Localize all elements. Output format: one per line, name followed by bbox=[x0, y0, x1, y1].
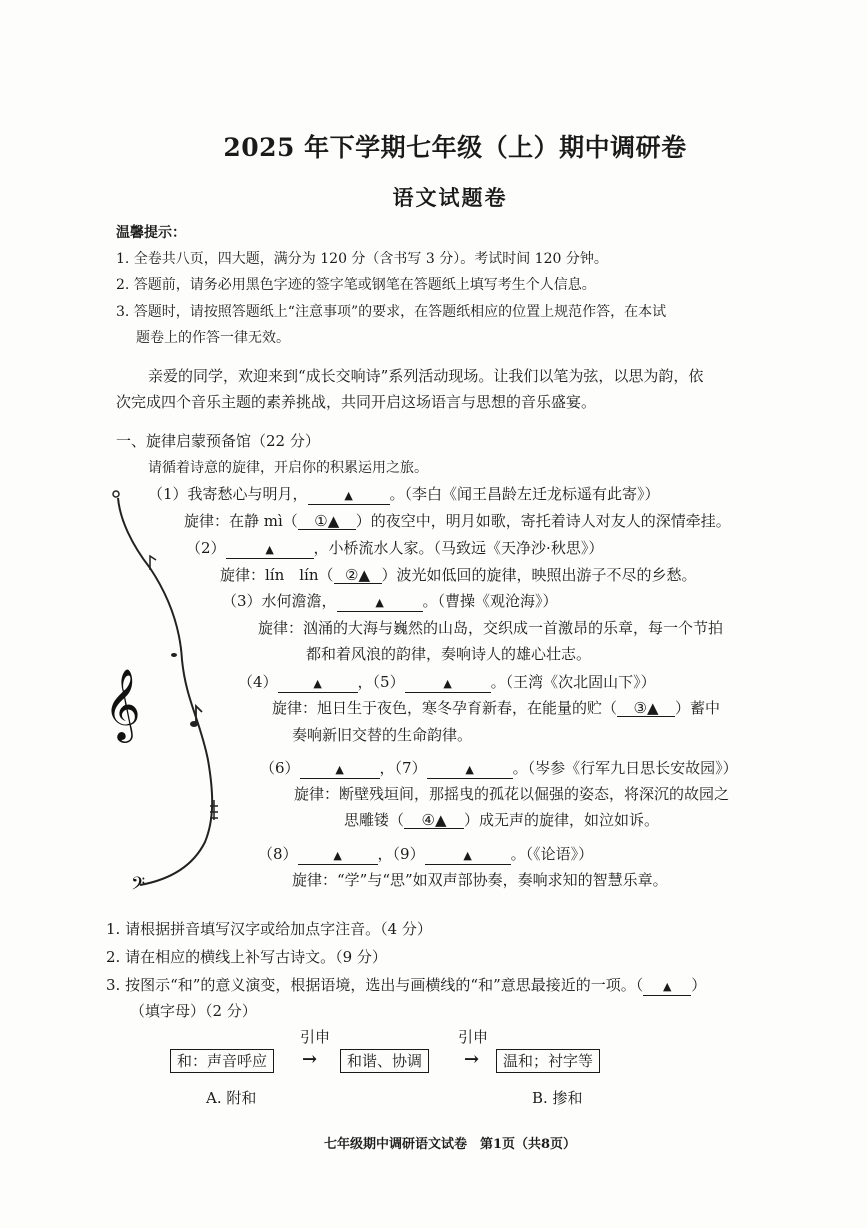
melody-line-6-7b: 思雕镂（ ④▲ ）成无声的旋律，如泣如诉。 bbox=[344, 811, 660, 829]
page-title: 2025 年下学期七年级（上）期中调研卷 bbox=[223, 133, 687, 162]
arrow-right-icon: → bbox=[302, 1049, 318, 1070]
section-1-heading: 一、旋律启蒙预备馆（22 分） bbox=[116, 432, 320, 450]
intro-line-1: 亲爱的同学，欢迎来到“成长交响诗”系列活动现场。让我们以笔为弦，以思为韵，依 bbox=[148, 367, 704, 385]
answer-blank-7[interactable]: ▲ bbox=[427, 760, 513, 779]
pinyin-blank-4[interactable]: ④▲ bbox=[404, 812, 464, 829]
option-b[interactable]: B. 掺和 bbox=[532, 1089, 583, 1107]
intro-line-2: 次完成四个音乐主题的素养挑战，共同开启这场语言与思想的音乐盛宴。 bbox=[116, 393, 597, 411]
option-a[interactable]: A. 附和 bbox=[206, 1089, 257, 1107]
answer-blank-5[interactable]: ▲ bbox=[405, 674, 491, 693]
tip-item-1: 1. 全卷共八页，四大题，满分为 120 分（含书写 3 分）。考试时间 120 分钟。 bbox=[116, 251, 608, 267]
tips-heading: 温馨提示： bbox=[116, 225, 186, 241]
diagram-label-extend-1: 引申 bbox=[300, 1028, 331, 1046]
bass-clef-icon: 𝄢 bbox=[131, 874, 146, 899]
answer-blank-2[interactable]: ▲ bbox=[226, 540, 314, 559]
answer-blank-4[interactable]: ▲ bbox=[278, 674, 358, 693]
pinyin-blank-3[interactable]: ③▲ bbox=[617, 700, 675, 717]
melody-line-3a: 旋律：汹涌的大海与巍然的山岛，交织成一首激昂的乐章，每一个节拍 bbox=[258, 619, 724, 637]
melody-line-1: 旋律：在静 mì（ ①▲ ）的夜空中，明月如歌，寄托着诗人对友人的深情牵挂。 bbox=[184, 512, 731, 530]
poem-line-8-9: （8） ▲ ，（9） ▲ 。（《论语》） bbox=[258, 845, 594, 863]
poem-line-6-7: （6） ▲ ，（7） ▲ 。（岑参《行军九日思长安故园》） bbox=[260, 759, 738, 777]
melody-line-4-5b: 奏响新旧交替的生命韵律。 bbox=[292, 726, 473, 744]
diagram-box-harmony: 和谐、协调 bbox=[340, 1049, 429, 1073]
melody-line-8-9: 旋律：“学”与“思”如双声部协奏，奏响求知的智慧乐章。 bbox=[292, 871, 668, 889]
melody-line-6-7a: 旋律：断壁残垣间，那摇曳的孤花以倔强的姿态，将深沉的故园之 bbox=[294, 785, 730, 803]
tip-item-3: 3. 答题时，请按照答题纸上“注意事项”的要求，在答题纸相应的位置上规范作答，在本试 bbox=[116, 304, 667, 320]
poem-line-3: （3）水何澹澹， ▲ 。（曹操《观沧海》） bbox=[222, 592, 558, 610]
poem-line-4-5: （4） ▲ ，（5） ▲ 。（王湾《次北固山下》） bbox=[238, 673, 656, 691]
answer-blank-q3[interactable]: ▲ bbox=[643, 977, 691, 996]
poem-line-2: （2） ▲ ，小桥流水人家。（马致远《天净沙·秋思》） bbox=[186, 539, 604, 557]
treble-clef-icon: 𝄞 bbox=[104, 667, 141, 740]
page-subtitle: 语文试题卷 bbox=[392, 185, 508, 210]
arrow-right-icon: → bbox=[464, 1049, 480, 1070]
question-3-note: （填字母）（2 分） bbox=[130, 1002, 257, 1020]
answer-blank-6[interactable]: ▲ bbox=[300, 760, 380, 779]
melody-line-4-5a: 旋律：旭日生于夜色，寒冬孕育新春，在能量的贮（ ③▲ ）蓄中 bbox=[272, 699, 721, 717]
page-footer: 七年级期中调研语文试卷 第1页（共8页） bbox=[323, 1137, 577, 1152]
answer-blank-3[interactable]: ▲ bbox=[337, 593, 423, 612]
tip-item-3-cont: 题卷上的作答一律无效。 bbox=[136, 330, 290, 346]
section-1-lead: 请循着诗意的旋律，开启你的积累运用之旅。 bbox=[148, 460, 428, 476]
answer-blank-1[interactable]: ▲ bbox=[308, 486, 390, 505]
pinyin-blank-1[interactable]: ①▲ bbox=[298, 513, 356, 530]
melody-line-2: 旋律：lín lín（ ②▲ ）波光如低回的旋律，映照出游子不尽的乡愁。 bbox=[220, 566, 697, 584]
diagram-label-extend-2: 引申 bbox=[458, 1028, 489, 1046]
poem-line-1: （1）我寄愁心与明月， ▲ 。（李白《闻王昌龄左迁龙标遥有此寄》） bbox=[148, 485, 660, 503]
tip-item-2: 2. 答题前，请务必用黑色字迹的签字笔或钢笔在答题纸上填写考生个人信息。 bbox=[116, 277, 596, 293]
question-2: 2. 请在相应的横线上补写古诗文。（9 分） bbox=[106, 948, 387, 966]
answer-blank-8[interactable]: ▲ bbox=[298, 846, 378, 865]
question-3: 3. 按图示“和”的意义演变，根据语境，选出与画横线的“和”意思最接近的一项。（ ▲ ） bbox=[106, 976, 707, 994]
pinyin-blank-2[interactable]: ②▲ bbox=[334, 567, 382, 584]
answer-blank-9[interactable]: ▲ bbox=[425, 846, 511, 865]
question-1: 1. 请根据拼音填写汉字或给加点字注音。（4 分） bbox=[106, 920, 432, 938]
melody-line-3b: 都和着风浪的韵律，奏响诗人的雄心壮志。 bbox=[306, 645, 592, 663]
diagram-box-mild: 温和；衬字等 bbox=[496, 1049, 600, 1073]
diagram-box-sound: 和：声音呼应 bbox=[170, 1049, 274, 1073]
